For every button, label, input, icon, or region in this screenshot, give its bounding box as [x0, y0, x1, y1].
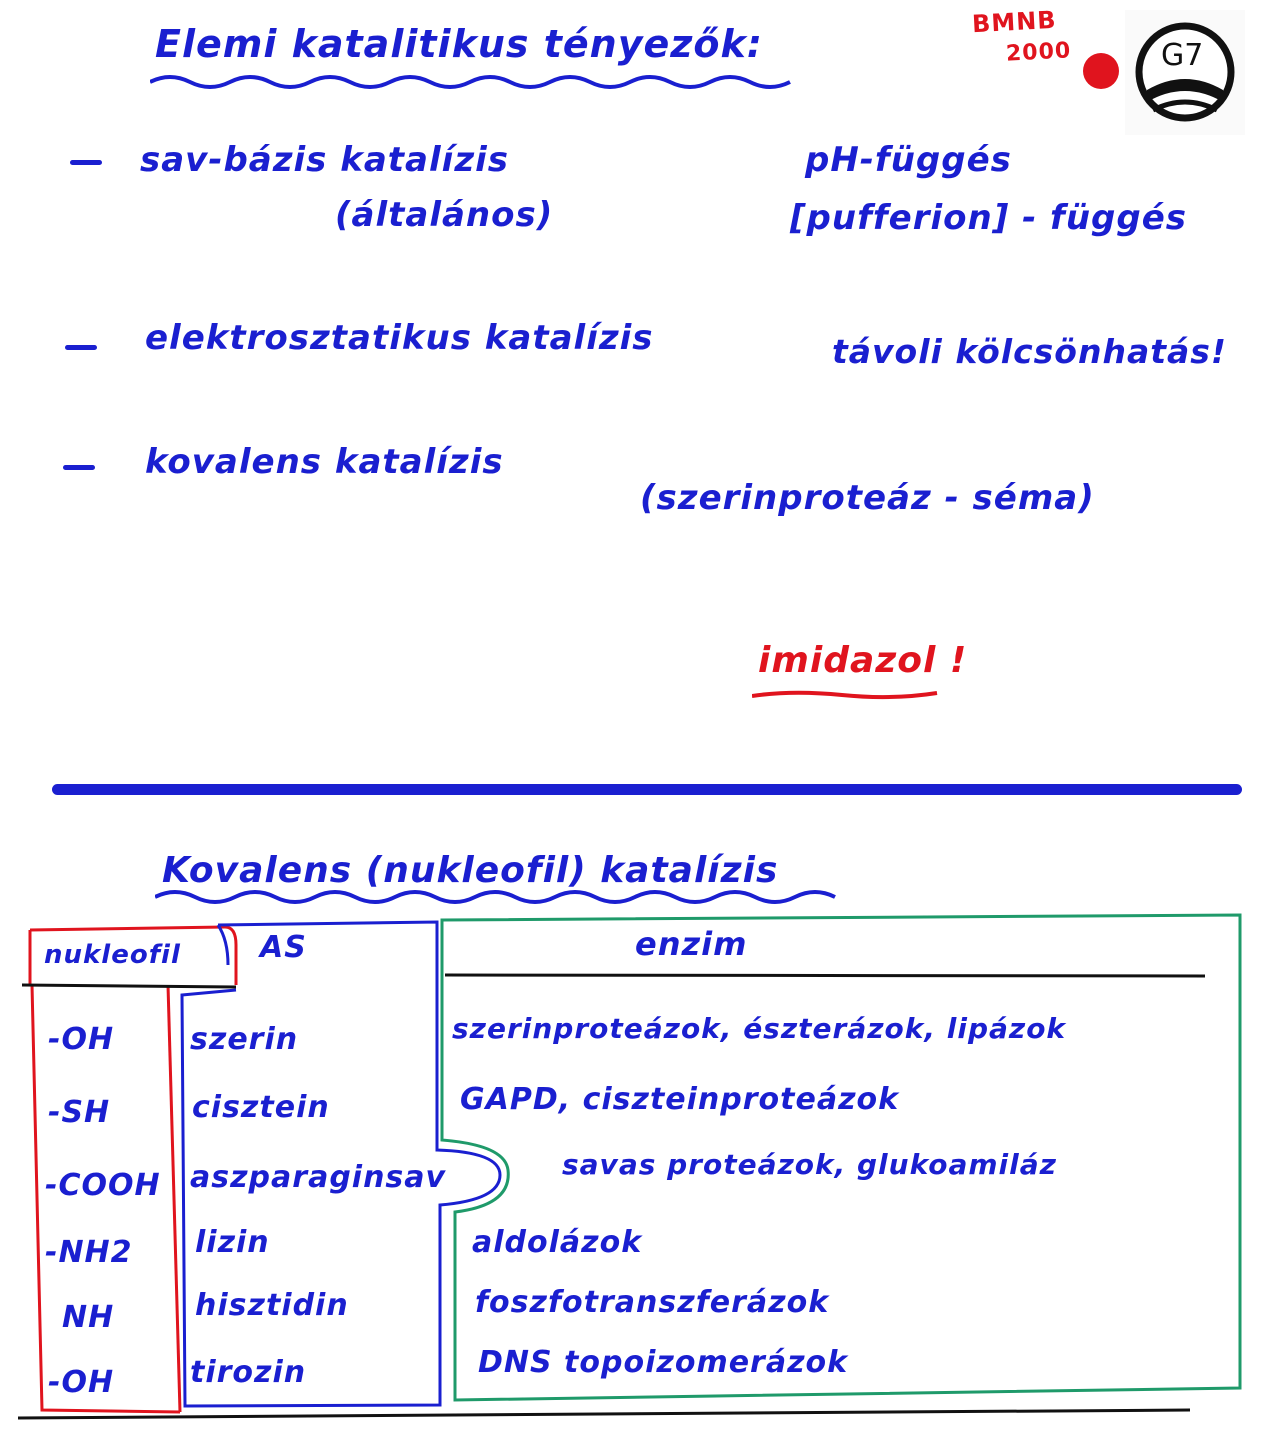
- row-5-enzyme: foszfotranszferázok: [475, 1285, 830, 1320]
- item-1-left: sav-bázis katalízis: [140, 140, 509, 180]
- item-1-right: pH-függés: [805, 140, 1012, 180]
- row-3-nucleophile: -COOH: [45, 1168, 161, 1203]
- section-title-underline: [155, 885, 865, 905]
- bullet-2: [65, 345, 97, 350]
- imidazol-underline: [752, 688, 942, 702]
- row-2-nucleophile: -SH: [48, 1095, 111, 1130]
- section-divider: [52, 784, 1242, 795]
- item-3-right: (szerinproteáz - séma): [640, 478, 1095, 518]
- header-enzyme: enzim: [635, 925, 748, 963]
- row-4-aa: lizin: [195, 1225, 270, 1260]
- section-title: Kovalens (nukleofil) katalízis: [162, 850, 779, 891]
- row-3-aa: aszparaginsav: [190, 1160, 447, 1195]
- row-1-enzyme: szerinproteázok, észterázok, lipázok: [452, 1012, 1067, 1045]
- red-dot: [1083, 53, 1119, 89]
- row-3-enzyme: savas proteázok, glukoamiláz: [562, 1148, 1057, 1181]
- row-4-nucleophile: -NH2: [45, 1235, 133, 1270]
- row-5-aa: hisztidin: [195, 1288, 349, 1323]
- imidazol-note: imidazol !: [758, 640, 968, 681]
- row-6-enzyme: DNS topoizomerázok: [478, 1345, 849, 1380]
- bullet-1: [70, 160, 102, 165]
- stamp-line-2: 2000: [1005, 38, 1072, 67]
- header-aa: AS: [260, 930, 307, 965]
- logo-label: G7: [1161, 38, 1204, 73]
- row-2-enzyme: GAPD, ciszteinproteázok: [460, 1082, 900, 1117]
- row-1-aa: szerin: [190, 1022, 299, 1057]
- item-1-left-sub: (általános): [335, 195, 554, 235]
- row-1-nucleophile: -OH: [48, 1022, 115, 1057]
- title-underline: [150, 70, 810, 90]
- item-3-left: kovalens katalízis: [145, 442, 504, 482]
- row-6-nucleophile: -OH: [48, 1365, 115, 1400]
- bullet-3: [63, 465, 95, 470]
- item-2-left: elektrosztatikus katalízis: [145, 318, 654, 358]
- stamp-line-1: BMNB: [971, 5, 1058, 39]
- row-2-aa: cisztein: [192, 1090, 330, 1125]
- logo-box: [1125, 10, 1245, 135]
- header-nucleophile: nukleofil: [44, 940, 181, 970]
- row-5-nucleophile: NH: [62, 1300, 115, 1335]
- item-1-right-sub: [pufferion] - függés: [790, 198, 1188, 238]
- row-6-aa: tirozin: [190, 1355, 307, 1390]
- row-4-enzyme: aldolázok: [472, 1225, 643, 1260]
- item-2-right: távoli kölcsönhatás!: [832, 332, 1227, 371]
- page-title: Elemi katalitikus tényezők:: [155, 22, 763, 66]
